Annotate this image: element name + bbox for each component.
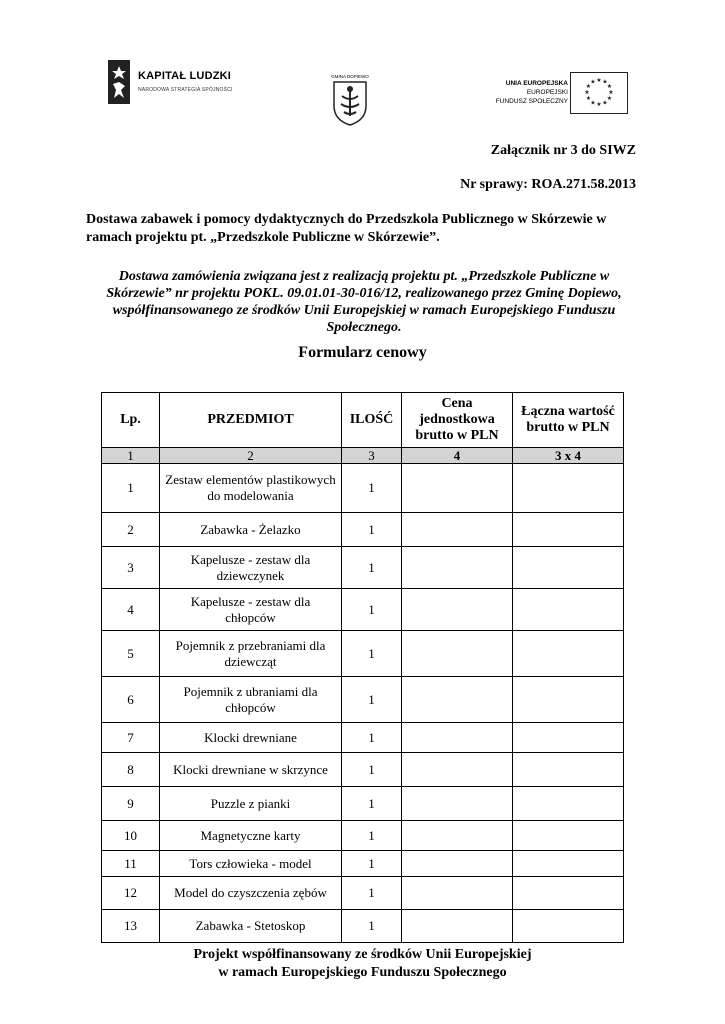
row-unit-price-cell[interactable] bbox=[402, 464, 513, 513]
header-qty: ILOŚĆ bbox=[342, 393, 402, 448]
shield-icon bbox=[330, 80, 370, 126]
row-item: Tors człowieka - model bbox=[160, 851, 342, 877]
svg-text:★: ★ bbox=[585, 95, 592, 102]
row-total-cell[interactable] bbox=[513, 547, 624, 589]
row-total-cell[interactable] bbox=[513, 821, 624, 851]
row-total-cell[interactable] bbox=[513, 464, 624, 513]
row-unit-price-cell[interactable] bbox=[402, 877, 513, 910]
table-row bbox=[102, 677, 624, 723]
row-total-cell[interactable] bbox=[513, 851, 624, 877]
row-qty: 1 bbox=[342, 631, 402, 677]
row-unit-price-cell[interactable] bbox=[402, 513, 513, 547]
row-item: Kapelusze - zestaw dla chłopców bbox=[160, 589, 342, 631]
row-item: Kapelusze - zestaw dla dziewczynek bbox=[160, 547, 342, 589]
document-title: Dostawa zabawek i pomocy dydaktycznych do Przedszkola Publicznego w Skórzewie w ramach projektu pt. „Przedszkole Publiczne w Skórzewie”. bbox=[86, 212, 607, 245]
table-row bbox=[102, 547, 624, 589]
row-qty: 1 bbox=[342, 513, 402, 547]
row-lp: 11 bbox=[102, 851, 160, 877]
num-col-2: 2 bbox=[160, 448, 342, 464]
header-unit-price: Cena jednostkowa brutto w PLN bbox=[402, 393, 513, 448]
kapital-ludzki-name: KAPITAŁ LUDZKI bbox=[138, 70, 232, 82]
row-item: Klocki drewniane bbox=[160, 723, 342, 753]
row-qty: 1 bbox=[342, 851, 402, 877]
row-qty: 1 bbox=[342, 589, 402, 631]
table-row bbox=[102, 513, 624, 547]
header-total: Łączna wartość brutto w PLN bbox=[513, 393, 624, 448]
gmina-label: GMINA DOPIEWO bbox=[331, 74, 369, 79]
eu-line-3: FUNDUSZ SPOŁECZNY bbox=[495, 98, 568, 105]
svg-text:★: ★ bbox=[585, 83, 592, 90]
row-qty: 1 bbox=[342, 910, 402, 943]
row-total-cell[interactable] bbox=[513, 589, 624, 631]
svg-text:★: ★ bbox=[590, 99, 596, 107]
num-col-1: 1 bbox=[102, 448, 160, 464]
table-row bbox=[102, 821, 624, 851]
svg-text:★: ★ bbox=[590, 78, 596, 86]
row-item: Zabawka - Stetoskop bbox=[160, 910, 342, 943]
row-total-cell[interactable] bbox=[513, 631, 624, 677]
project-note: Dostawa zamówienia związana jest z realizacją projektu pt. „Przedszkole Publiczne w Skórzewie” nr projektu POKL. 09.01.01-30-016/12, realizowanego przez Gminę Dopiewo, współfinansowanego ze środków Unii Europejskiej w ramach Europejskiego Funduszu Społecznego. bbox=[106, 269, 622, 335]
row-qty: 1 bbox=[342, 464, 402, 513]
svg-text:★: ★ bbox=[606, 83, 613, 90]
num-col-5: 3 x 4 bbox=[513, 448, 624, 464]
kapital-ludzki-emblem bbox=[108, 60, 130, 104]
row-item: Puzzle z pianki bbox=[160, 787, 342, 821]
svg-text:★: ★ bbox=[596, 101, 602, 108]
row-lp: 7 bbox=[102, 723, 160, 753]
eu-line-1: UNIA EUROPEJSKA bbox=[505, 80, 568, 87]
row-qty: 1 bbox=[342, 677, 402, 723]
table-row bbox=[102, 589, 624, 631]
table-row bbox=[102, 464, 624, 513]
row-lp: 10 bbox=[102, 821, 160, 851]
row-item: Pojemnik z przebraniami dla dziewcząt bbox=[160, 631, 342, 677]
row-lp: 5 bbox=[102, 631, 160, 677]
row-lp: 9 bbox=[102, 787, 160, 821]
row-unit-price-cell[interactable] bbox=[402, 910, 513, 943]
row-lp: 1 bbox=[102, 464, 160, 513]
row-lp: 3 bbox=[102, 547, 160, 589]
table-row bbox=[102, 851, 624, 877]
row-qty: 1 bbox=[342, 753, 402, 787]
row-lp: 13 bbox=[102, 910, 160, 943]
row-unit-price-cell[interactable] bbox=[402, 787, 513, 821]
row-item: Model do czyszczenia zębów bbox=[160, 877, 342, 910]
svg-text:★: ★ bbox=[602, 78, 608, 86]
price-table bbox=[101, 392, 624, 943]
row-unit-price-cell[interactable] bbox=[402, 723, 513, 753]
table-row bbox=[102, 877, 624, 910]
row-qty: 1 bbox=[342, 821, 402, 851]
row-total-cell[interactable] bbox=[513, 513, 624, 547]
svg-text:★: ★ bbox=[602, 99, 608, 107]
row-unit-price-cell[interactable] bbox=[402, 851, 513, 877]
form-title: Formularz cenowy bbox=[298, 344, 427, 361]
row-qty: 1 bbox=[342, 547, 402, 589]
table-header-row bbox=[102, 393, 624, 448]
row-unit-price-cell[interactable] bbox=[402, 589, 513, 631]
case-number: Nr sprawy: ROA.271.58.2013 bbox=[460, 177, 636, 192]
row-total-cell[interactable] bbox=[513, 787, 624, 821]
row-lp: 4 bbox=[102, 589, 160, 631]
table-row bbox=[102, 753, 624, 787]
row-total-cell[interactable] bbox=[513, 910, 624, 943]
header-lp: Lp. bbox=[102, 393, 160, 448]
attachment-label: Załącznik nr 3 do SIWZ bbox=[490, 143, 636, 158]
row-qty: 1 bbox=[342, 787, 402, 821]
footer-line-1: Projekt współfinansowany ze środków Unii Europejskiej bbox=[193, 947, 532, 962]
row-unit-price-cell[interactable] bbox=[402, 821, 513, 851]
row-unit-price-cell[interactable] bbox=[402, 547, 513, 589]
row-item: Magnetyczne karty bbox=[160, 821, 342, 851]
row-qty: 1 bbox=[342, 723, 402, 753]
footer bbox=[0, 946, 725, 982]
footer-line-2: w ramach Europejskiego Funduszu Społecznego bbox=[218, 965, 507, 980]
table-row bbox=[102, 631, 624, 677]
row-lp: 8 bbox=[102, 753, 160, 787]
row-unit-price-cell[interactable] bbox=[402, 677, 513, 723]
svg-text:★: ★ bbox=[584, 89, 590, 96]
table-row bbox=[102, 723, 624, 753]
svg-text:★: ★ bbox=[596, 77, 602, 84]
num-col-4: 4 bbox=[402, 448, 513, 464]
row-item: Klocki drewniane w skrzynce bbox=[160, 753, 342, 787]
eu-flag-icon bbox=[570, 72, 628, 114]
table-row bbox=[102, 910, 624, 943]
row-unit-price-cell[interactable] bbox=[402, 631, 513, 677]
row-total-cell[interactable] bbox=[513, 753, 624, 787]
row-total-cell[interactable] bbox=[513, 877, 624, 910]
num-col-3: 3 bbox=[342, 448, 402, 464]
numbering-row bbox=[102, 448, 624, 464]
row-total-cell[interactable] bbox=[513, 723, 624, 753]
row-lp: 12 bbox=[102, 877, 160, 910]
row-item: Zabawka - Żelazko bbox=[160, 513, 342, 547]
row-item: Zestaw elementów plastikowych do modelowania bbox=[160, 464, 342, 513]
svg-text:★: ★ bbox=[608, 89, 614, 96]
row-lp: 2 bbox=[102, 513, 160, 547]
eu-logo bbox=[482, 72, 628, 114]
eu-line-2: EUROPEJSKI bbox=[526, 89, 568, 96]
row-lp: 6 bbox=[102, 677, 160, 723]
header-item: PRZEDMIOT bbox=[160, 393, 342, 448]
svg-text:★: ★ bbox=[606, 95, 613, 102]
gmina-dopiewo-coat-of-arms bbox=[330, 74, 370, 126]
row-qty: 1 bbox=[342, 877, 402, 910]
kapital-ludzki-logo bbox=[108, 60, 248, 105]
eu-text bbox=[496, 79, 568, 106]
row-item: Pojemnik z ubraniami dla chłopców bbox=[160, 677, 342, 723]
row-unit-price-cell[interactable] bbox=[402, 753, 513, 787]
row-total-cell[interactable] bbox=[513, 677, 624, 723]
table-row bbox=[102, 787, 624, 821]
kapital-ludzki-subtitle: NARODOWA STRATEGIA SPÓJNOŚCI bbox=[138, 87, 233, 93]
